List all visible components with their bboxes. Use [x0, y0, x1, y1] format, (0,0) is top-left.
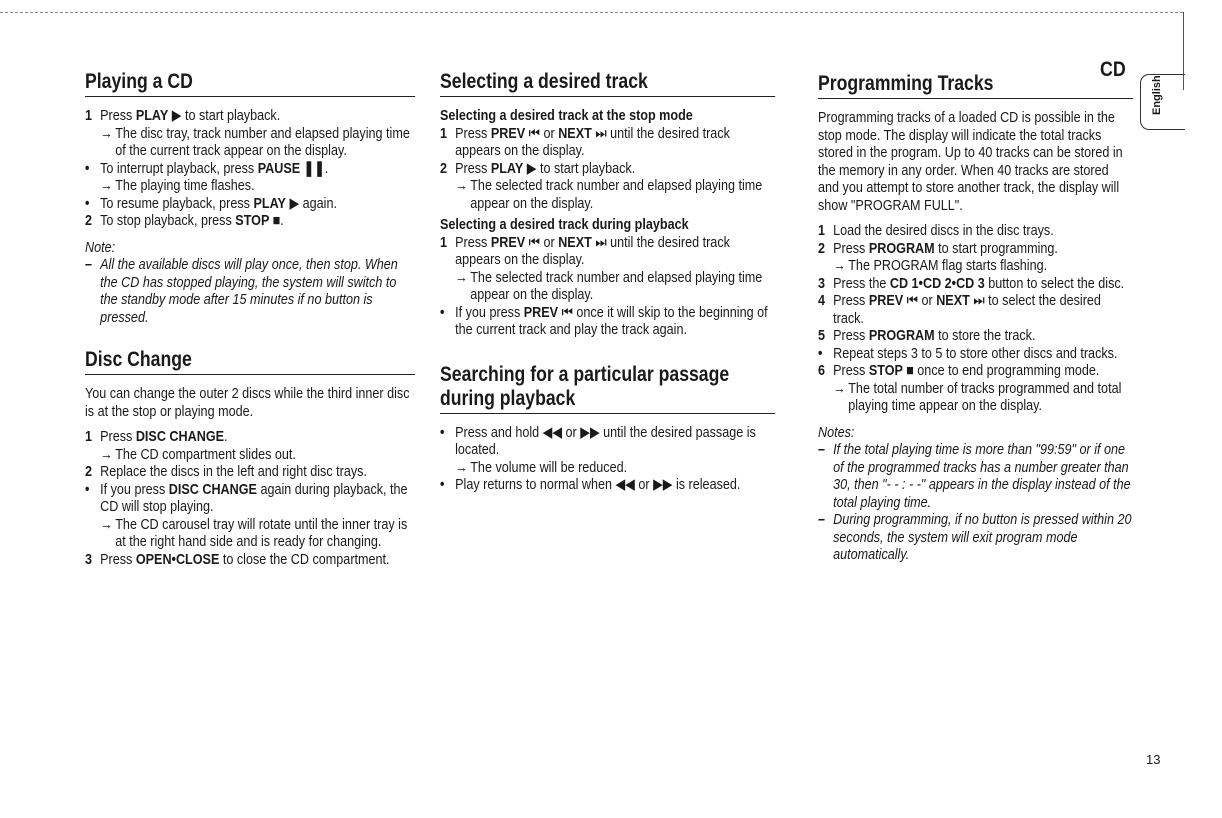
step-item: [818, 362, 1133, 380]
step-item: [85, 107, 415, 125]
step-item: [85, 481, 415, 516]
item-text: The disc tray, track number and elapsed playing time of the current track appear on the display.: [115, 124, 410, 159]
item-text: The PROGRAM flag starts flashing.: [848, 257, 1048, 274]
item-marker: →: [100, 177, 113, 194]
item-marker: 4: [818, 292, 826, 309]
step-item: [818, 327, 1133, 345]
item-text: Press STOP ■ once to end programming mode.: [833, 362, 1100, 379]
step-item: [818, 345, 1133, 363]
item-marker: 1: [818, 222, 826, 239]
item-marker: 2: [440, 159, 448, 177]
step-item: [440, 234, 775, 269]
item-text: Press OPEN•CLOSE to close the CD compartment.: [100, 550, 390, 568]
item-text: Press PREV ⏮ or NEXT ⏭ until the desired track appears on the display.: [455, 124, 730, 159]
section-heading: Searching for a particular passage during playback: [440, 363, 775, 414]
subheading: Selecting a desired track at the stop mode: [440, 107, 693, 124]
result-item: [85, 125, 415, 160]
item-text: To stop playback, press STOP ■.: [100, 212, 284, 229]
item-text: If you press DISC CHANGE again during playback, the CD will stop playing.: [100, 480, 408, 515]
item-marker: →: [833, 257, 846, 274]
step-item: [818, 222, 1133, 240]
item-text: The total number of tracks programmed and total playing time appear on the display.: [848, 379, 1122, 414]
item-marker: 1: [440, 124, 448, 142]
section-heading: Playing a CD: [85, 70, 415, 97]
column-middle: [440, 70, 775, 512]
step-item: [818, 292, 1133, 327]
section-heading: Programming Tracks: [818, 72, 1133, 99]
item-marker: 3: [818, 274, 826, 292]
item-text: Press DISC CHANGE.: [100, 428, 228, 445]
section: [85, 70, 415, 326]
step-item: [85, 212, 415, 230]
step-item: [818, 275, 1133, 293]
item-text: The selected track number and elapsed playing time appear on the display.: [470, 268, 763, 303]
result-item: [440, 459, 775, 477]
item-marker: →: [455, 268, 468, 286]
item-marker: 5: [818, 327, 826, 344]
item-text: Press the CD 1•CD 2•CD 3 button to select the disc.: [833, 274, 1125, 292]
item-text: If the total playing time is more than "99:59" or if one of the programmed tracks has a number greater than 30, then "- - : - -" appears in the display instead of the total playing time.: [833, 441, 1131, 511]
item-text: The volume will be reduced.: [470, 458, 628, 476]
item-marker: →: [100, 515, 113, 533]
item-marker: →: [100, 445, 113, 463]
item-marker: •: [85, 480, 90, 498]
step-item: [440, 476, 775, 494]
item-marker: •: [440, 476, 445, 493]
item-marker: 1: [440, 233, 448, 251]
column-left: [85, 70, 415, 586]
item-text: If you press PREV ⏮ once it will skip to the beginning of the current track and play the track again.: [455, 303, 768, 338]
item-text: The selected track number and elapsed playing time appear on the display.: [470, 177, 763, 212]
item-marker: –: [818, 511, 826, 528]
item-marker: →: [100, 124, 113, 142]
subheading: Selecting a desired track during playback: [440, 216, 689, 233]
item-marker: •: [440, 303, 445, 321]
paragraph: You can change the outer 2 discs while the third inner disc is at the stop or playing mode.: [85, 385, 410, 420]
item-text: To interrupt playback, press PAUSE ❚❚.: [100, 159, 329, 177]
step-item: [440, 125, 775, 160]
section-header: CD: [1100, 58, 1126, 81]
item-text: The CD compartment slides out.: [115, 445, 296, 463]
result-item: [85, 177, 415, 195]
item-text: Press PROGRAM to store the track.: [833, 327, 1036, 344]
item-text: Press and hold ◀◀ or ▶▶ until the desired passage is located.: [455, 423, 756, 458]
language-tab: [1140, 74, 1185, 130]
step-item: [440, 160, 775, 178]
section-heading: Disc Change: [85, 348, 415, 375]
step-item: [85, 463, 415, 481]
section: [440, 363, 775, 494]
item-text: Repeat steps 3 to 5 to store other discs and tracks.: [833, 344, 1118, 362]
note-label: Note:: [85, 238, 116, 256]
item-text: Press PLAY ▶ to start playback.: [100, 107, 281, 124]
item-marker: •: [85, 194, 90, 212]
item-marker: •: [85, 159, 90, 177]
item-marker: 6: [818, 362, 826, 379]
item-text: Press PLAY ▶ to start playback.: [455, 159, 636, 177]
step-item: [85, 428, 415, 446]
item-marker: 2: [818, 239, 826, 257]
result-item: [818, 257, 1133, 275]
item-text: Play returns to normal when ◀◀ or ▶▶ is released.: [455, 476, 741, 493]
result-item: [85, 446, 415, 464]
item-marker: 1: [85, 428, 93, 445]
step-item: [440, 304, 775, 339]
note-item: [85, 256, 415, 326]
item-marker: 3: [85, 550, 93, 568]
section: [85, 348, 415, 568]
step-item: [85, 195, 415, 213]
item-marker: 2: [85, 212, 93, 229]
step-item: [818, 240, 1133, 258]
page-number: 13: [1146, 752, 1161, 767]
item-marker: •: [818, 344, 823, 362]
item-marker: 1: [85, 107, 93, 124]
column-right: [818, 72, 1133, 582]
section: [440, 70, 775, 339]
item-marker: –: [818, 441, 826, 458]
section: [818, 72, 1133, 564]
result-item: [818, 380, 1133, 415]
item-marker: →: [455, 177, 468, 194]
item-marker: →: [455, 458, 468, 476]
item-text: Press PREV ⏮ or NEXT ⏭ until the desired track appears on the display.: [455, 233, 730, 268]
item-text: Press PROGRAM to start programming.: [833, 239, 1058, 257]
scan-border-top: [0, 12, 1183, 13]
item-marker: –: [85, 256, 93, 273]
item-text: Replace the discs in the left and right disc trays.: [100, 463, 367, 480]
result-item: [440, 177, 775, 212]
item-text: Load the desired discs in the disc trays.: [833, 222, 1054, 239]
note-item: [818, 511, 1133, 564]
result-item: [440, 269, 775, 304]
step-item: [440, 424, 775, 459]
item-marker: →: [833, 379, 846, 397]
paragraph: Programming tracks of a loaded CD is possible in the stop mode. The display will indicate the total tracks stored in the program. Up to 40 tracks can be stored in the memory in any order. When 40 tracks are stored and you attempt to store another track, the display will show "PROGRAM FULL".: [818, 109, 1123, 214]
section-heading: Selecting a desired track: [440, 70, 775, 97]
note-item: [818, 441, 1133, 511]
result-item: [85, 516, 415, 551]
item-text: The CD carousel tray will rotate until the inner tray is at the right hand side and is ready for changing.: [115, 515, 408, 550]
note-label: Notes:: [818, 423, 855, 441]
item-text: The playing time flashes.: [115, 177, 255, 194]
item-text: Press PREV ⏮ or NEXT ⏭ to select the desired track.: [833, 292, 1101, 327]
item-text: All the available discs will play once, then stop. When the CD has stopped playing, the system will switch to the standby mode after 15 minutes if no button is pressed.: [100, 256, 398, 326]
item-marker: •: [440, 423, 445, 441]
item-text: During programming, if no button is pressed within 20 seconds, the system will exit program mode automatically.: [833, 511, 1132, 563]
language-label: English: [1151, 75, 1163, 115]
item-text: To resume playback, press PLAY ▶ again.: [100, 194, 337, 212]
step-item: [85, 160, 415, 178]
item-marker: 2: [85, 463, 93, 480]
step-item: [85, 551, 415, 569]
